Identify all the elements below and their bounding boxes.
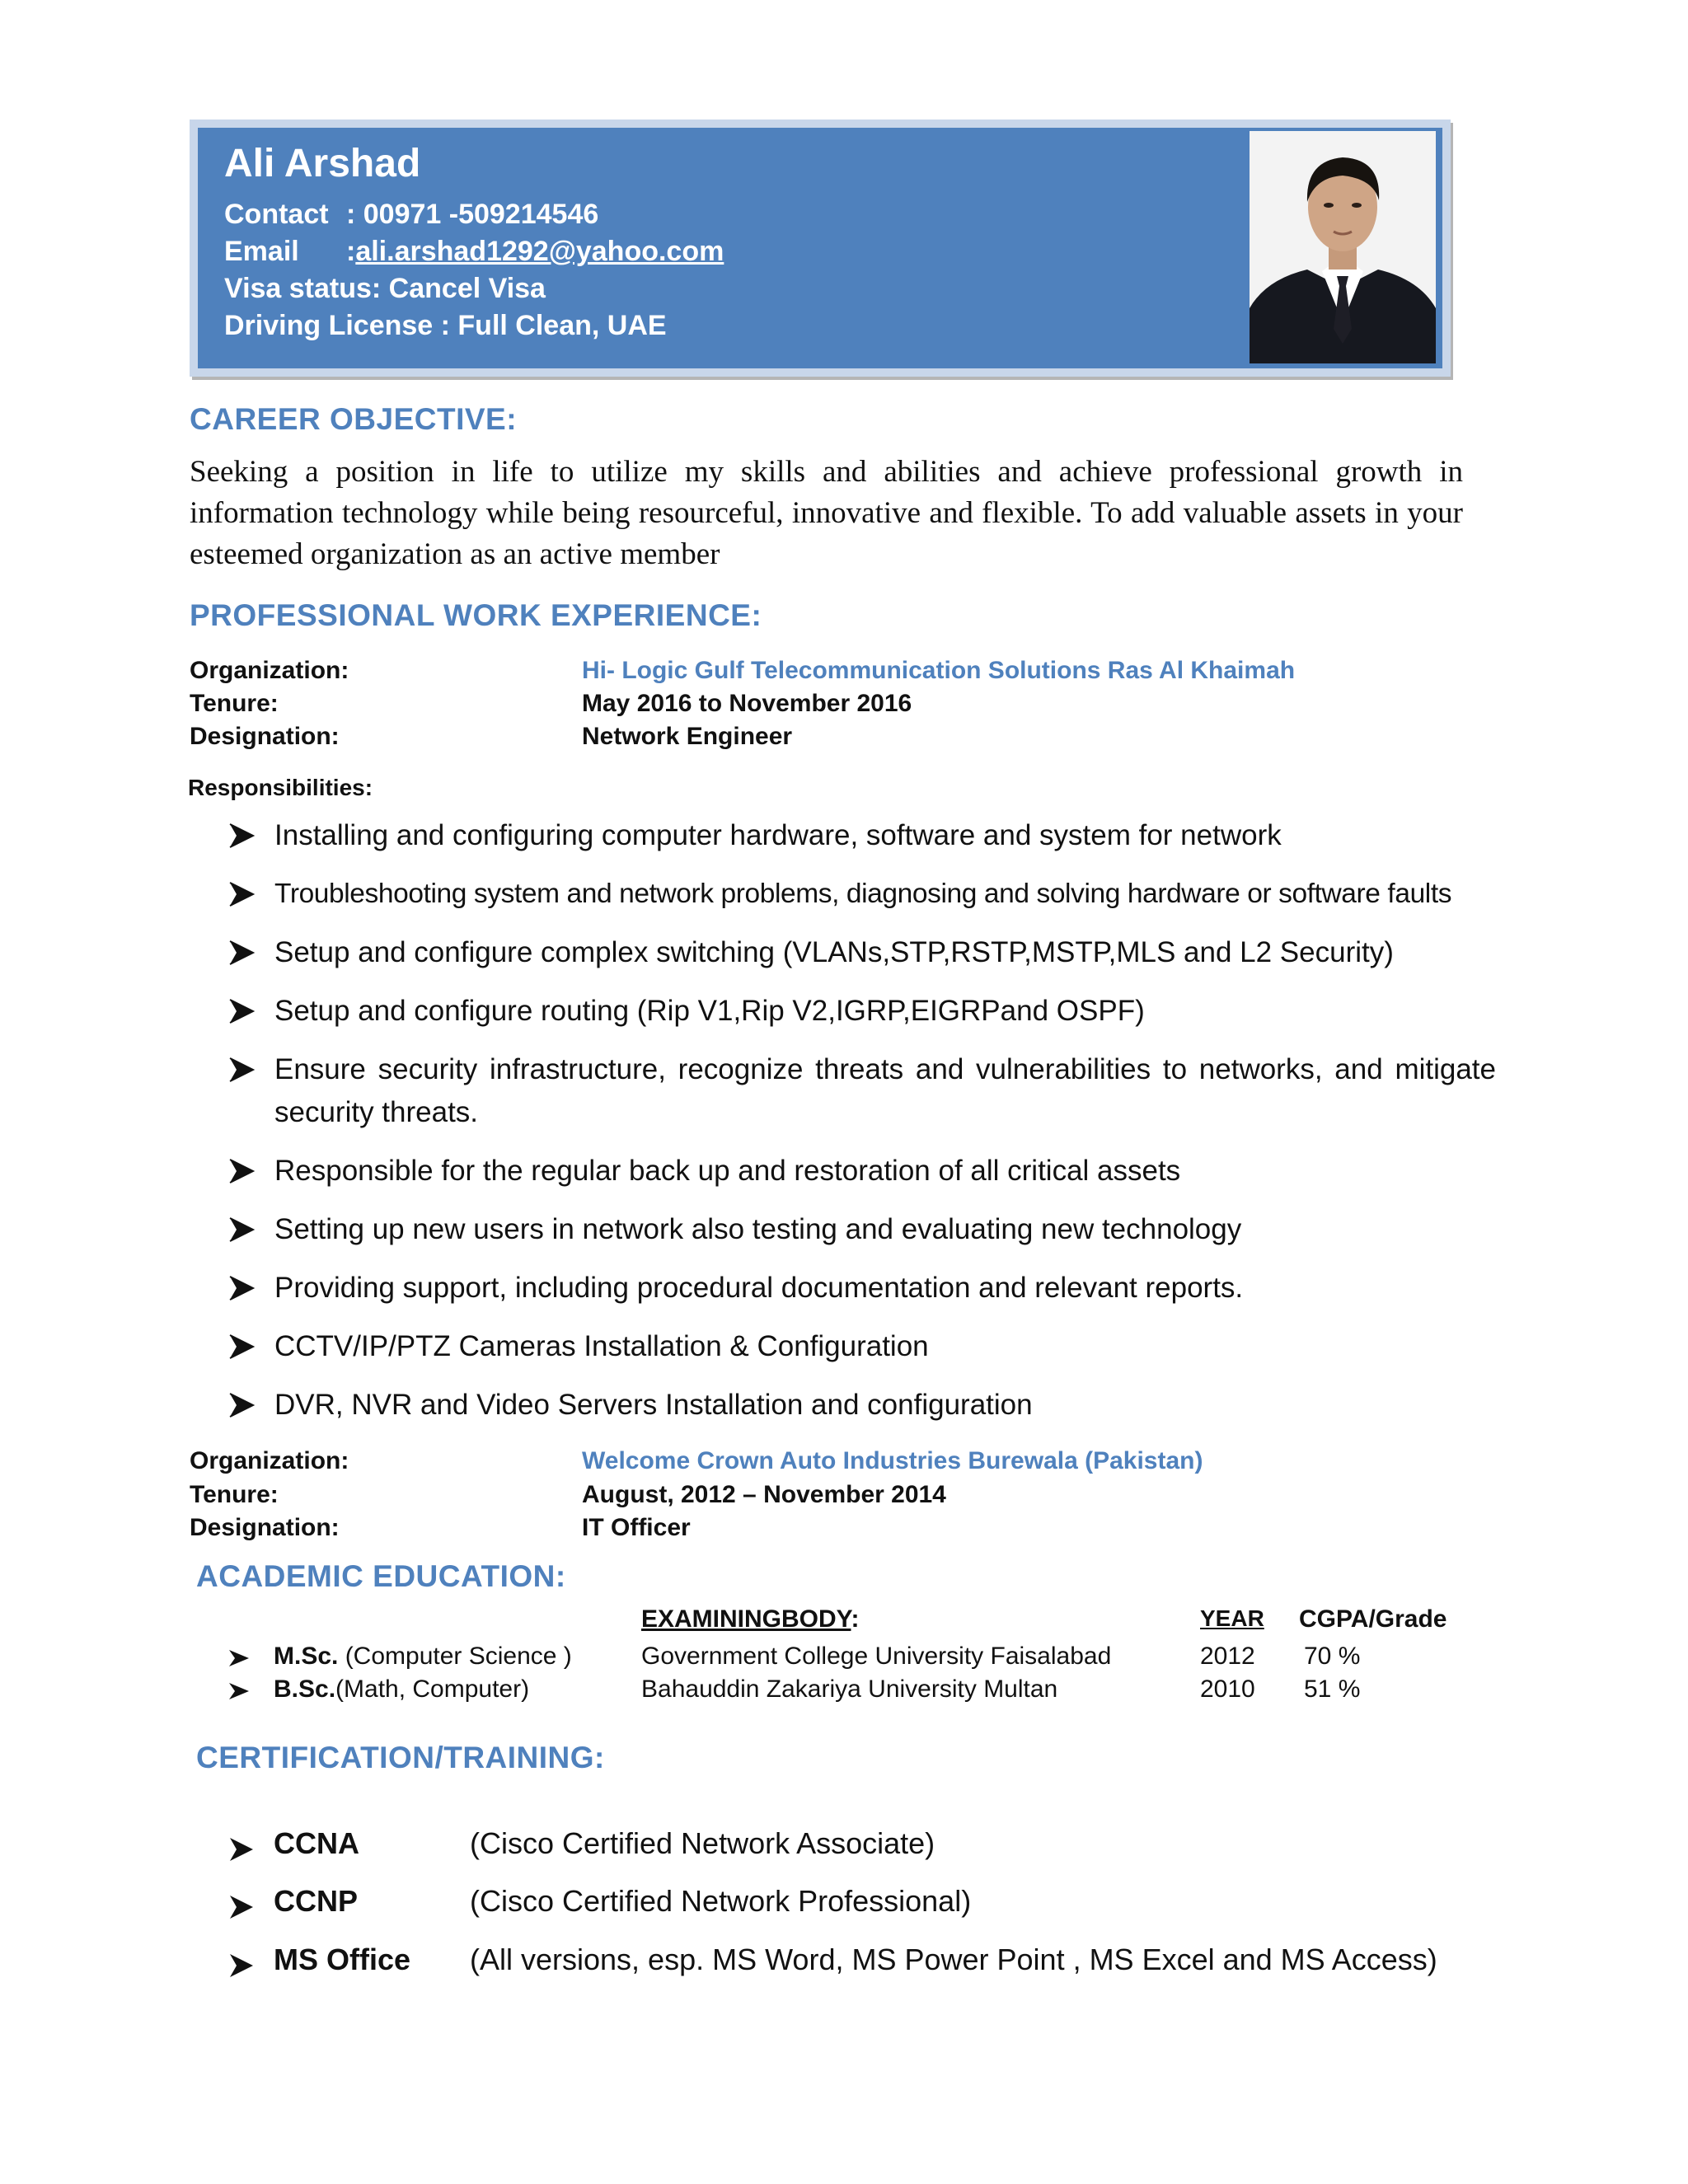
arrow-bullet-icon — [227, 1886, 256, 1929]
job1-organization-label: Organization: — [190, 657, 349, 684]
certification-name: CCNP — [274, 1884, 359, 1918]
arrow-bullet-icon — [227, 1325, 256, 1368]
year-cell: 2012 — [1200, 1643, 1255, 1670]
degree-field: (Math, Computer) — [335, 1675, 530, 1703]
job1-organization-value: Hi- Logic Gulf Telecommunication Solutions Ras Al Khaimah — [582, 657, 1296, 684]
certification-desc: (Cisco Certified Network Associate) — [470, 1826, 935, 1860]
certification-name: MS Office — [274, 1943, 411, 1976]
job1-designation-value: Network Engineer — [582, 723, 793, 750]
visa-status: Visa status: Cancel Visa — [224, 273, 546, 304]
degree-name: M.Sc. — [274, 1643, 339, 1670]
arrow-bullet-icon — [227, 1828, 256, 1871]
list-item — [227, 1384, 1496, 1427]
job2-designation-value: IT Officer — [582, 1514, 691, 1541]
list-item — [227, 990, 1496, 1033]
certification-name: CCNA — [274, 1826, 359, 1860]
header-frame — [190, 120, 1451, 377]
responsibility-text: Installing and configuring computer hardware, software and system for network — [274, 819, 1282, 851]
grade-header: CGPA/Grade — [1299, 1605, 1447, 1633]
contact-label: Contact — [224, 199, 329, 230]
certification-desc: (All versions, esp. MS Word, MS Power Point , MS Excel and MS Access) — [470, 1943, 1437, 1976]
responsibility-text: Setup and configure routing (Rip V1,Rip V2,IGRP,EIGRPand OSPF) — [274, 995, 1145, 1027]
responsibility-text: CCTV/IP/PTZ Cameras Installation & Configuration — [274, 1330, 929, 1362]
examining-body-header-text: EXAMININGBODY — [641, 1605, 851, 1633]
work-experience-title: PROFESSIONAL WORK EXPERIENCE: — [190, 598, 762, 632]
degree-field: (Computer Science ) — [338, 1643, 572, 1670]
arrow-bullet-icon — [227, 873, 256, 916]
job2-designation-label: Designation: — [190, 1514, 340, 1541]
examining-body-header-colon: : — [851, 1605, 860, 1633]
job2-tenure-value: August, 2012 – November 2014 — [582, 1481, 946, 1508]
responsibility-text: Providing support, including procedural documentation and relevant reports. — [274, 1272, 1244, 1304]
year-header: YEAR — [1200, 1605, 1264, 1631]
list-item — [227, 1267, 1496, 1310]
profile-photo — [1250, 131, 1436, 363]
job2-tenure-label: Tenure: — [190, 1481, 279, 1508]
certification-title: CERTIFICATION/TRAINING: — [196, 1741, 605, 1774]
arrow-bullet-icon — [227, 1150, 256, 1193]
list-item — [227, 1048, 1496, 1134]
job2-organization-value: Welcome Crown Auto Industries Burewala (Pakistan) — [582, 1447, 1203, 1474]
grade-cell: 70 % — [1304, 1643, 1361, 1670]
responsibility-text: Setting up new users in network also testing and evaluating new technology — [274, 1213, 1242, 1245]
candidate-name: Ali Arshad — [224, 142, 421, 185]
career-objective-text: Seeking a position in life to utilize my skills and abilities and achieve professional growth in information technology while being resourceful, innovative and flexible. To add valuable assets in your esteemed organization as an active member — [190, 455, 1463, 571]
list-item — [227, 1150, 1496, 1193]
degree-bsc — [274, 1675, 529, 1704]
responsibilities-list — [227, 814, 1496, 1427]
arrow-bullet-icon — [227, 990, 256, 1033]
arrow-bullet-icon — [227, 1944, 256, 1987]
email-line — [224, 236, 724, 268]
responsibility-text: Responsible for the regular back up and restoration of all critical assets — [274, 1155, 1181, 1187]
responsibility-text: DVR, NVR and Video Servers Installation and configuration — [274, 1389, 1033, 1421]
job1-tenure-label: Tenure: — [190, 690, 279, 717]
responsibility-text: Troubleshooting system and network problems, diagnosing and solving hardware or software faults — [274, 879, 1452, 909]
arrow-bullet-icon — [227, 1267, 256, 1310]
degree-msc — [274, 1643, 572, 1671]
portrait-image — [1250, 131, 1436, 363]
job1-tenure-value: May 2016 to November 2016 — [582, 690, 912, 717]
email-label: Email — [224, 236, 299, 267]
driving-license: Driving License : Full Clean, UAE — [224, 310, 667, 341]
year-cell: 2010 — [1200, 1675, 1255, 1703]
degree-name: B.Sc. — [274, 1675, 336, 1703]
responsibilities-label: Responsibilities: — [188, 775, 373, 800]
list-item — [227, 873, 1496, 916]
grade-cell: 51 % — [1304, 1675, 1361, 1703]
contact-line — [224, 199, 598, 231]
list-item — [227, 931, 1496, 974]
arrow-bullet-icon — [227, 814, 256, 857]
list-item — [227, 814, 1496, 857]
responsibility-text: Ensure security infrastructure, recognize threats and vulnerabilities to networks, and mitigate security threats. — [274, 1053, 1496, 1128]
job1-designation-label: Designation: — [190, 723, 340, 750]
examining-body-cell: Bahauddin Zakariya University Multan — [641, 1675, 1058, 1703]
career-objective-title: CAREER OBJECTIVE: — [190, 402, 518, 436]
email-prefix: : — [346, 236, 356, 267]
contact-value: : 00971 -509214546 — [346, 199, 599, 230]
header-box — [198, 128, 1442, 368]
arrow-bullet-icon — [227, 1384, 256, 1427]
academic-education-title: ACADEMIC EDUCATION: — [196, 1559, 566, 1593]
certification-desc: (Cisco Certified Network Professional) — [470, 1884, 972, 1918]
arrow-bullet-icon — [227, 1048, 256, 1091]
arrow-bullet-icon — [227, 1675, 251, 1708]
email-link[interactable]: ali.arshad1292@yahoo.com — [355, 236, 724, 267]
arrow-bullet-icon — [227, 1642, 251, 1675]
responsibility-text: Setup and configure complex switching (VLANs,STP,RSTP,MSTP,MLS and L2 Security) — [274, 936, 1394, 968]
examining-body-header — [641, 1605, 859, 1633]
arrow-bullet-icon — [227, 1208, 256, 1251]
list-item — [227, 1325, 1496, 1368]
list-item — [227, 1208, 1496, 1251]
job2-organization-label: Organization: — [190, 1447, 349, 1474]
examining-body-cell: Government College University Faisalabad — [641, 1643, 1112, 1670]
arrow-bullet-icon — [227, 931, 256, 974]
